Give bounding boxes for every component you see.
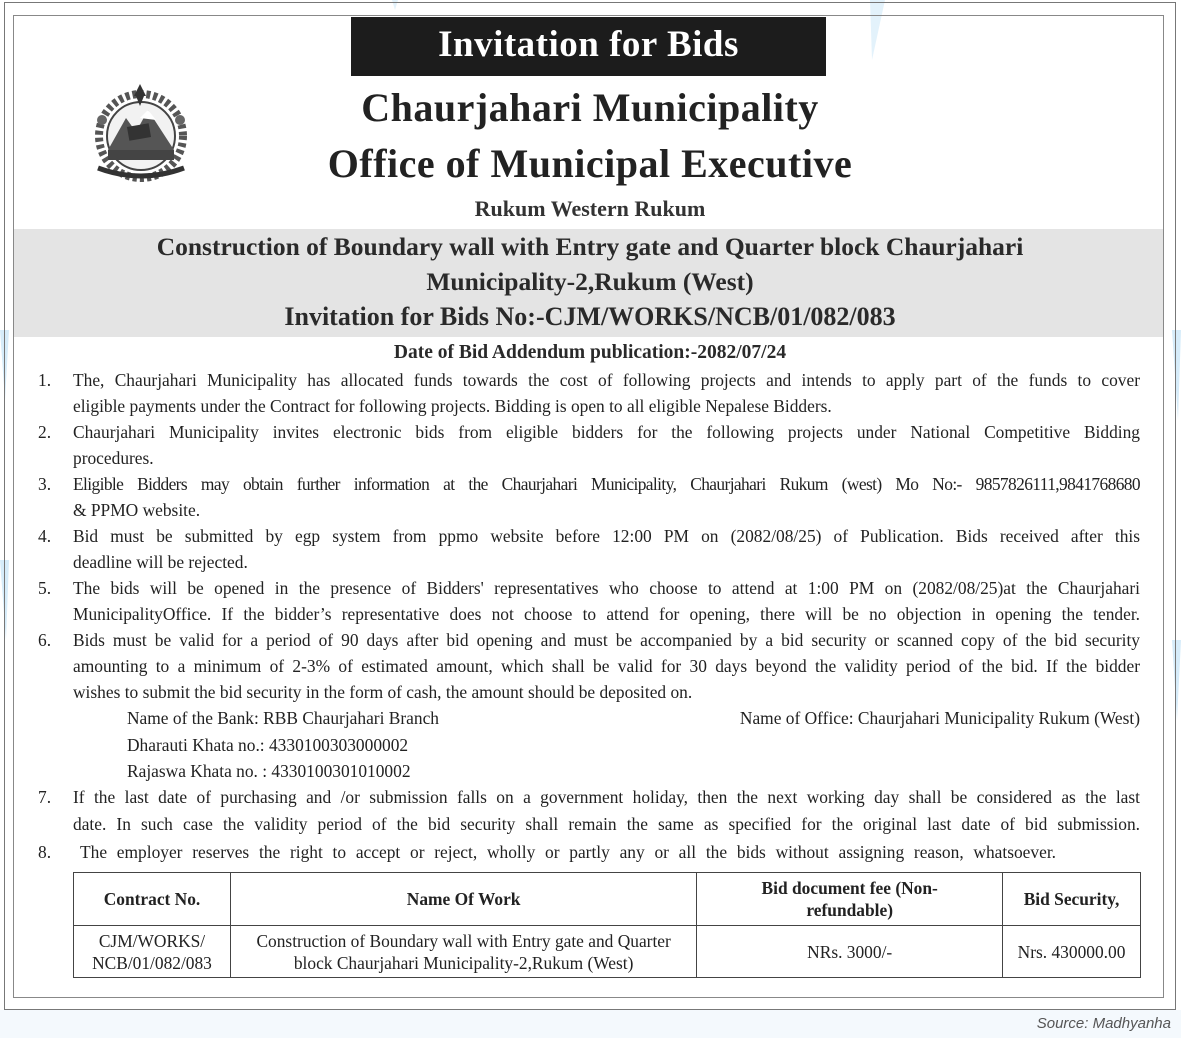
notice-title: Invitation for Bids [351, 17, 826, 76]
office-name: Office of Municipal Executive [327, 141, 853, 186]
header-bid-fee: Bid document fee (Non-refundable) [697, 873, 1003, 926]
source-credit: Source: Madhyanha [1036, 1015, 1171, 1032]
clause-line: Bids must be valid for a period of 90 days after bid opening and must be accompanied by a bid security or scanned copy of the bid security [73, 630, 1140, 650]
clause-line: The employer reserves the right to accept or reject, wholly or partly any or all the bids without assigning reason, whatsoever. [80, 842, 1056, 862]
clause-line: Eligible Bidders may obtain further information at the Chaurjahari Municipality, Chaurjahari Rukum (west) Mo No:- 9857826111,9841768680 [73, 474, 1140, 494]
dharauti-account: Dharauti Khata no.: 4330100303000002 [127, 735, 409, 755]
clause-number: 6. [38, 630, 52, 650]
clause-line: deadline will be rejected. [73, 552, 248, 572]
clause-number: 2. [38, 422, 52, 442]
location: Rukum Western Rukum [474, 196, 706, 221]
cell-work: Construction of Boundary wall with Entry gate and Quarter block Chaurjahari Municipality-2,Rukum (West) [230, 926, 696, 978]
project-title-line2: Municipality-2,Rukum (West) [426, 267, 754, 296]
project-title-line1: Construction of Boundary wall with Entry gate and Quarter block Chaurjahari [156, 232, 1024, 261]
clause-line: date. In such case the validity period of the bid security shall remain the same as specified for the original last date of bid submission. [73, 814, 1140, 834]
header-bid-security: Bid Security, [1003, 873, 1141, 926]
ifb-number: Invitation for Bids No:-CJM/WORKS/NCB/01/082/083 [284, 302, 896, 331]
clause-line: eligible payments under the Contract for following projects. Bidding is open to all eligible Nepalese Bidders. [73, 396, 832, 416]
municipality-name: Chaurjahari Municipality [361, 85, 819, 130]
clause-number: 1. [38, 370, 52, 390]
clause-number: 8. [38, 842, 52, 862]
clause-line: MunicipalityOffice. If the bidder’s representative does not choose to attend for opening, there will be no objection in opening the tender. [73, 604, 1140, 624]
office-account-name: Name of Office: Chaurjahari Municipality Rukum (West) [739, 708, 1140, 728]
clause-line: The bids will be opened in the presence of Bidders' representatives who choose to attend at 1:00 PM on (2082/08/25)at the Chaurjahari [73, 578, 1140, 598]
clause-number: 5. [38, 578, 52, 598]
clause-line: & PPMO website. [73, 500, 201, 520]
clause-line: wishes to submit the bid security in the form of cash, the amount should be deposited on. [73, 682, 693, 702]
cell-contract-no: CJM/WORKS/ NCB/01/082/083 [74, 926, 231, 978]
header-contract-no: Contract No. [74, 873, 231, 926]
bid-table [73, 872, 1141, 978]
clause-number: 7. [38, 787, 52, 807]
cell-security: Nrs. 430000.00 [1003, 926, 1141, 978]
clause-line: amounting to a minimum of 2-3% of estimated amount, which shall be valid for 30 days beyond the validity period of the bid. If the bidder [73, 656, 1140, 676]
clause-line: Bid must be submitted by egp system from ppmo website before 12:00 PM on (2082/08/25) of Publication. Bids received after this [73, 526, 1140, 546]
clause-number: 3. [38, 474, 52, 494]
clause-line: The, Chaurjahari Municipality has allocated funds towards the cost of following projects and intends to apply part of the funds to cover [73, 370, 1140, 390]
table-header-row [74, 873, 1141, 926]
clause-line: Chaurjahari Municipality invites electronic bids from eligible bidders for the following projects under National Competitive Bidding [73, 422, 1140, 442]
clause-number: 4. [38, 526, 52, 546]
clause-line: procedures. [73, 448, 154, 468]
rajaswa-account: Rajaswa Khata no. : 4330100301010002 [127, 761, 411, 781]
bank-name: Name of the Bank: RBB Chaurjahari Branch [127, 708, 439, 728]
clause-line: If the last date of purchasing and /or submission falls on a government holiday, then the next working day shall be considered as the last [73, 787, 1140, 807]
table-row [74, 926, 1141, 978]
header-name-of-work: Name Of Work [230, 873, 696, 926]
cell-fee: NRs. 3000/- [697, 926, 1003, 978]
government-emblem [78, 80, 204, 186]
addendum-date: Date of Bid Addendum publication:-2082/07/24 [393, 342, 787, 363]
